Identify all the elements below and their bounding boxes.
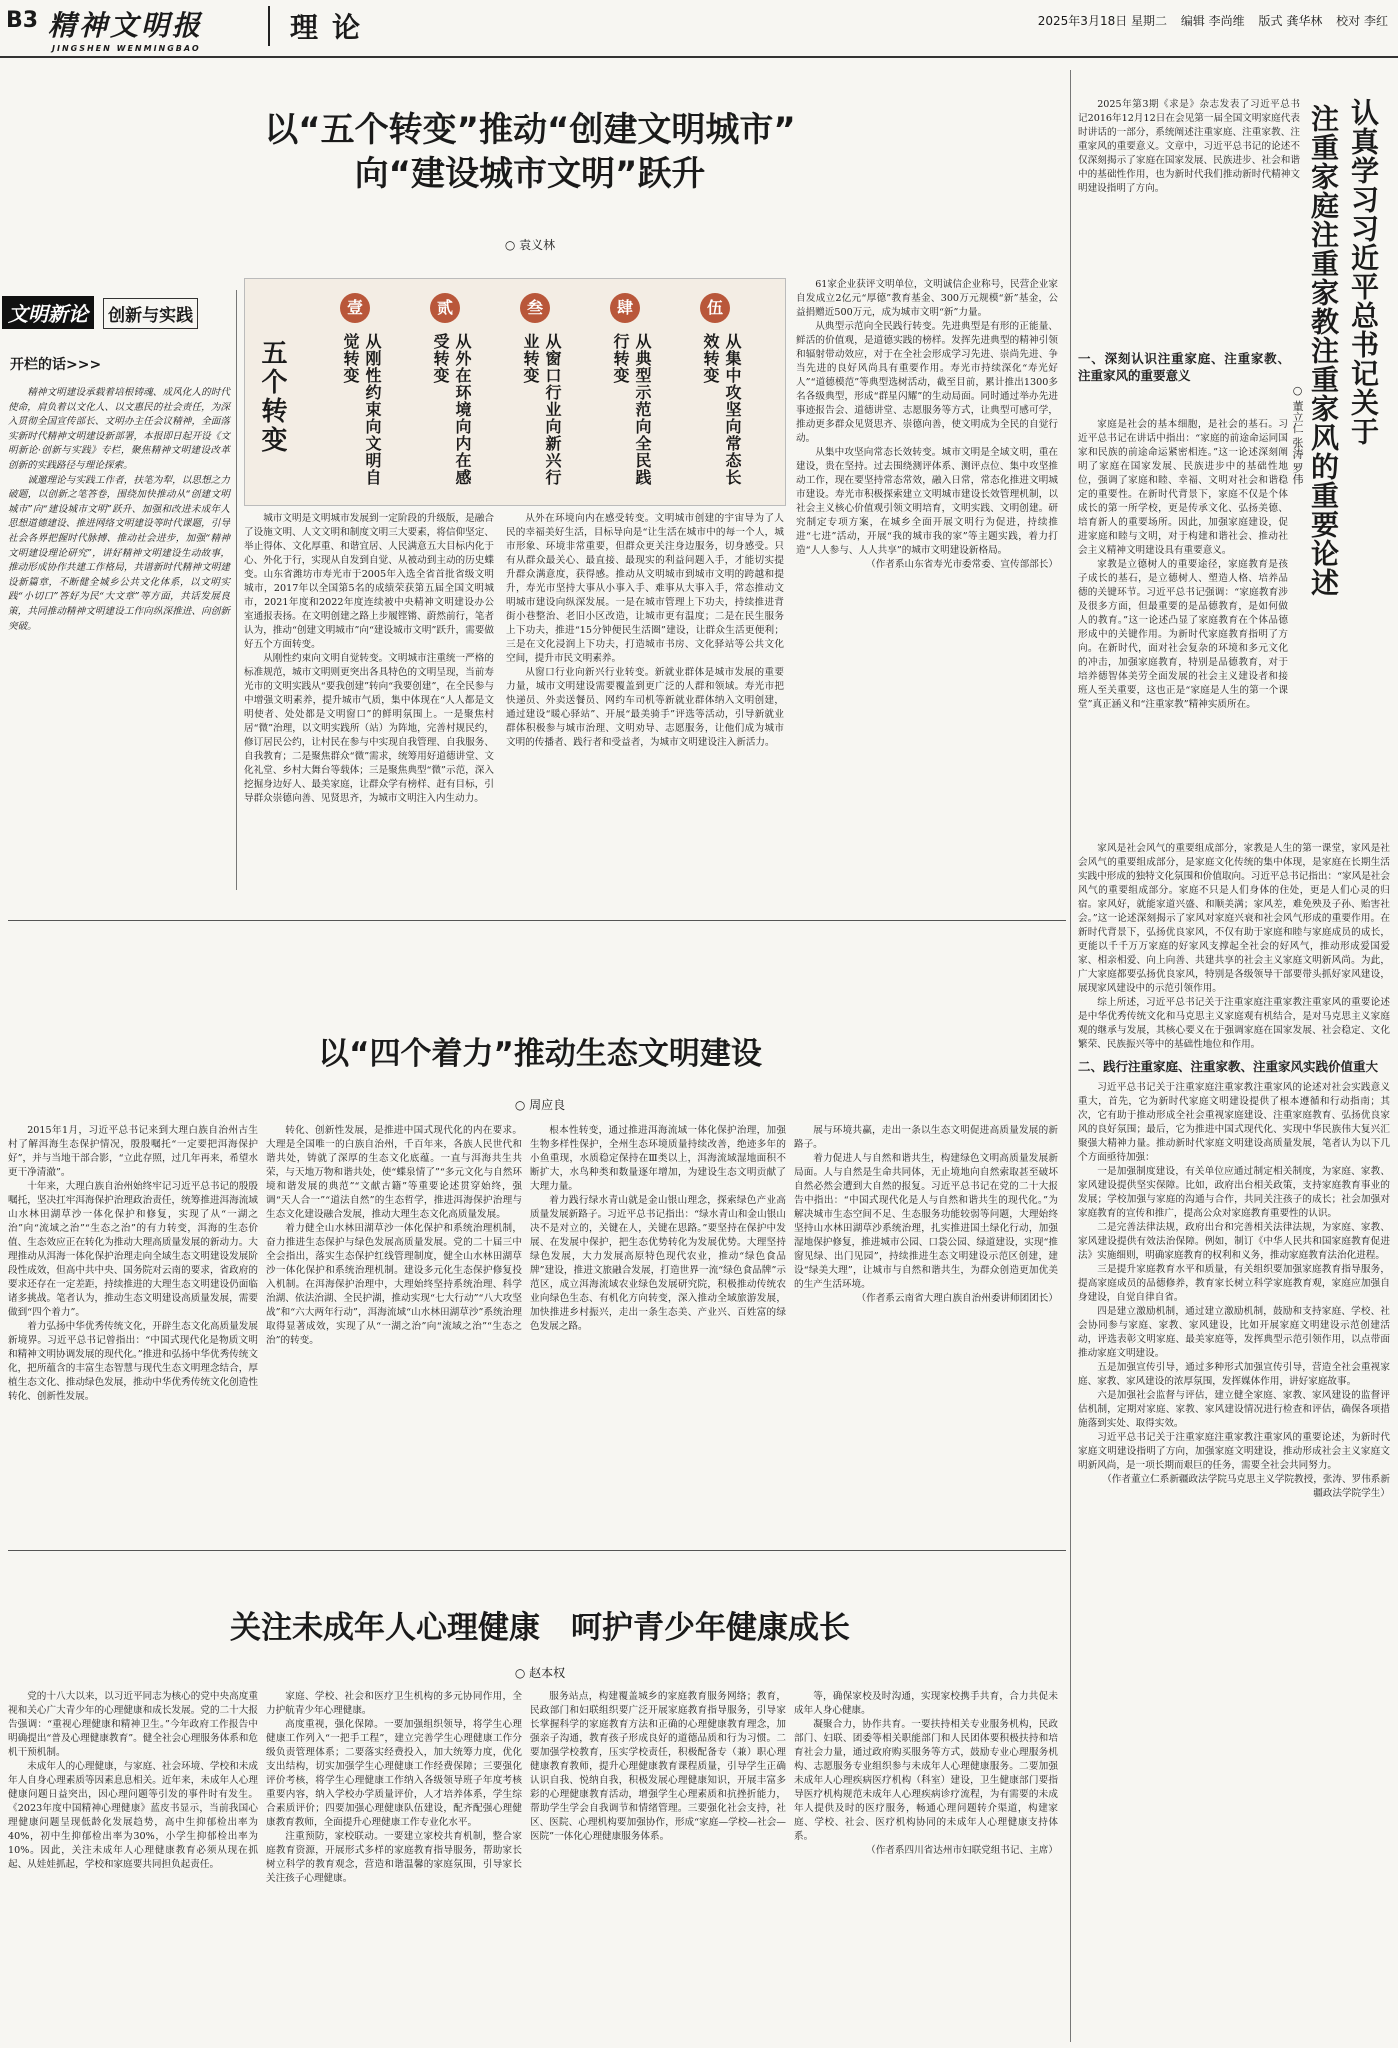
body-paragraph: 61家企业获评文明单位，文明诚信企业称号，民营企业家自发成立2亿元“厚德”教育基金、300万元规模“新”基金，公益捐赠近500万元，成为城市文明“新”力量。 bbox=[796, 279, 1058, 318]
body-paragraph: 注重预防，家校联动。一要建立家校共育机制，整合家庭教育资源，开展形式多样的家庭教育指导服务，帮助家长树立科学的教育观念，营造和谐温馨的家庭氛围，引导家长关注孩子心理健康。 bbox=[266, 1831, 522, 1884]
proof-credit: 校对 李红 bbox=[1336, 14, 1388, 28]
body-paragraph: 凝聚合力，协作共育。一要扶持相关专业服务机构，民政部门、妇联、团委等相关职能部门和人民团体要积极扶持和培育社会力量，通过政府购买服务等方式，鼓励专业心理服务机构、志愿服务专业组织参与未成年人心理健康服务。二要加强未成年人心理疾病医疗机构（科室）建设，卫生健康部门要指导医疗机构规范未成年人心理疾病诊疗流程，为有需要的未成年人提供及时的医疗服务，畅通心理问题转介渠道，构建家庭、学校、社会、医疗机构协同的未成年人心理健康支持体系。 bbox=[794, 1719, 1058, 1842]
article1-column-3 bbox=[796, 278, 1058, 912]
article2-column-2 bbox=[266, 1124, 522, 1544]
transformation-item bbox=[495, 293, 575, 493]
badge-one: 壹 bbox=[340, 293, 370, 323]
body-paragraph: 着力健全山水林田湖草沙一体化保护和系统治理机制，奋力推进生态保护与绿色发展高质量发展。党的二十届三中全会指出，落实生态保护红线管理制度，健全山水林田湖草沙一体化保护和系统治理机制。建设多元化生态保护修复投入机制。在洱海保护治理中，大理始终坚持系统治理、科学治湖、依法治湖、全民护湖，推动实现“七大行动”“八大攻坚战”和“六大两年行动”，洱海流域“山水林田湖草沙”系统治理取得显著成效，实现了从“一湖之治”向“流域之治”“生态之治”的转变。 bbox=[266, 1223, 522, 1346]
article2-byline: ○ 周应良 bbox=[514, 1098, 566, 1112]
body-paragraph: 从典型示范向全民践行转变。先进典型是有形的正能量、鲜活的价值观，是道德实践的榜样。发挥先进典型的精神引领和辐射带动效应，对于在全社会形成学习先进、崇尚先进、争当先进的良好风尚具有重要作用。寿光市持续深化“寿光好人”“道德模范”等典型选树活动，截至目前，累计推出1300多名各级典型，形成“群星闪耀”的生动局面。同时通过举办先进事迹报告会、道德讲堂、志愿服务等方式，让典型可感可学，推动更多群众见贤思齐、崇德向善，使文明成为全民的自觉行动。 bbox=[796, 321, 1058, 444]
body-paragraph: 未成年人的心理健康，与家庭、社会环境、学校和未成年人自身心理素质等因素息息相关。近年来，未成年人心理健康问题日益突出，因心理问题等引发的事件时有发生。《2023年度中国精神心理健康》蓝皮书显示，当前我国心理健康问题呈现低龄化发展趋势，高中生抑郁检出率为40%，初中生抑郁检出率为30%，小学生抑郁检出率为10%。因此，关注未成年人心理健康教育必须从现在抓起、从娃娃抓起，学校和家庭要共同担负起责任。 bbox=[8, 1761, 258, 1870]
body-paragraph: 展与环境共赢，走出一条以生态文明促进高质量发展的新路子。 bbox=[794, 1125, 1058, 1150]
transformation-item bbox=[675, 293, 755, 493]
body-paragraph: 等，确保家校及时沟通，实现家校携手共育，合力共促未成年人身心健康。 bbox=[794, 1691, 1058, 1716]
body-paragraph: 家风是社会风气的重要组成部分，家教是人生的第一课堂，家风是社会风气的重要组成部分，是家庭文化传统的集中体现，是家庭在长期生活实践中形成的独特文化氛围和价值取向。习近平总书记指出：“家风是社会风气的重要组成部分。家庭不只是人们身体的住处，更是人们心灵的归宿。家风好，就能家道兴盛、和顺美满；家风差，难免殃及子孙、贻害社会。”这一论述深刻揭示了家风对家庭兴衰和社会风气形成的重要作用。在新时代背景下，弘扬优良家风，不仅有助于家庭和睦与家庭成员的成长，更能以千千万万家庭的好家风支撑起全社会的好风气，推动形成爱国爱家、相亲相爱、向上向善、共建共享的社会主义家庭文明新风尚。为此，广大家庭都要弘扬优良家风，特别是各级领导干部要带头抓好家风建设，展现家风建设中的示范引领作用。 bbox=[1078, 843, 1390, 994]
opener-paragraph: 精神文明建设承载着培根铸魂、成风化人的时代使命，肩负着以文化人、以文惠民的社会责任，为深入贯彻全国宣传部长、文明办主任会议精神，全面落实新时代精神文明建设新部署，本报即日起开设《文明新论·创新与实践》专栏，聚焦精神文明建设改革创新的实践路径与理论探索。 bbox=[8, 387, 230, 471]
body-paragraph: 从集中攻坚向常态长效转变。城市文明是全域文明，重在建设，贵在坚持。过去围绕测评体系、测评点位、集中攻坚推动工作，现在要坚持常态常效，融入日常，常态化推进文明城市建设。寿光市积极探索建立文明城市建设长效管理机制，以社会主义核心价值观引领文明培育，文明实践、文明创建。研究制定专项方案，在城乡全面开展文明行为促进，持续推进“七进”活动，开展“我的城市我的家”等主题实践，着力打造“人人参与、人人共享”的城市文明建设新格局。 bbox=[796, 447, 1058, 556]
transformation-item bbox=[315, 293, 395, 493]
article1-headline bbox=[20, 108, 1040, 196]
article3-column-1 bbox=[8, 1690, 258, 2040]
body-paragraph: 服务站点，构建覆盖城乡的家庭教育服务网络；教育，民政部门和妇联组织要广泛开展家庭教育指导服务，引导家长掌握科学的家庭教育方法和正确的心理健康教育理念，加强亲子沟通，教育孩子形成良好的道德品质和行为习惯。二要加强学校教育，压实学校责任，积极配备专（兼）职心理健康教育教师，提升心理健康教育课程质量，引导学生正确认识自我、悦纳自我，积极发展心理健康知识，开展丰富多彩的心理健康教育活动，增强学生心理素质和抗挫折能力，帮助学生学会自我调节和情绪管理。三要强化社会支持，社区、医院、心理机构要加强协作，形成“家庭—学校—社会—医院”一体化心理健康服务体系。 bbox=[530, 1691, 786, 1842]
body-paragraph: 一是加强制度建设，有关单位应通过制定相关制度，为家庭、家教、家风建设提供坚实保障。比如，政府出台相关政策，支持家庭教育事业的发展；学校加强与家庭的沟通与合作，共同关注孩子的成长；社会加强对家庭教育的宣传和推广，提高公众对家庭教育重要性的认识。 bbox=[1078, 1166, 1390, 1219]
badge-three: 叁 bbox=[520, 293, 550, 323]
section-divider bbox=[8, 920, 1066, 921]
transformation-text: 从典型示范向全民践行转变 bbox=[611, 333, 652, 486]
masthead bbox=[0, 0, 1398, 58]
transformation-text: 从外在环境向内在感受转变 bbox=[431, 333, 472, 486]
section-heading: 一、深刻认识注重家庭、注重家教、注重家风的重要意义 bbox=[1078, 351, 1290, 383]
masthead-rule bbox=[0, 56, 1398, 58]
right-column-divider bbox=[1070, 70, 1071, 2042]
body-paragraph: 着力促进人与自然和谐共生，构建绿色文明高质量发展新局面。人与自然是生命共同体，无止境地向自然索取甚至破坏自然必然会遭到大自然的报复。习近平总书记在党的二十大报告中指出：“中国式现代化是人与自然和谐共生的现代化。”为解决城市生态空间不足、生态服务功能较弱等问题，大理始终坚持山水林田湖草沙系统治理，扎实推进国土绿化行动，加强湿地保护修复，推进城市公园、口袋公园、绿道建设，实现“推窗见绿、出门见园”，持续推进生态文明建设示范区创建，建设“绿美大理”，让城市与自然和谐共生，为群众创造更加优美的生产生活环境。 bbox=[794, 1153, 1058, 1290]
body-paragraph: 着力弘扬中华优秀传统文化，开辟生态文化高质量发展新境界。习近平总书记曾指出：“中国式现代化是物质文明和精神文明协调发展的现代化。”推进和弘扬中华优秀传统文化，把所蕴含的丰富生态智慧与现代生态文明理念结合，厚植生态文化、推动绿色发展，推动中华优秀传统文化创造性转化、创新性发展。 bbox=[8, 1321, 258, 1402]
article2-headline: 以“四个着力”推动生态文明建设 bbox=[318, 1036, 762, 1072]
article1-column-2 bbox=[506, 512, 784, 912]
body-paragraph: 家庭是社会的基本细胞，是社会的基石。习近平总书记在讲话中指出：“家庭的前途命运同国家和民族的前途命运紧密相连。”这一论述深刻阐明了家庭在国家发展、民族进步中的基础性地位，强调了家庭和睦、幸福、文明对社会和谐稳定的重要性。在新时代背景下，家庭不仅是个体成长的第一所学校，更是传承文化、弘扬美德、培育新人的重要场所。因此，加强家庭建设，促进家庭和睦与文明，对于构建和谐社会、推动社会主义精神文明建设具有重要意义。 bbox=[1078, 419, 1288, 556]
body-paragraph: 党的十八大以来，以习近平同志为核心的党中央高度重视和关心广大青少年的心理健康和成长发展。党的二十大报告强调：“重视心理健康和精神卫生。”今年政府工作报告中明确提出“普及心理健康教育”。健全社会心理服务体系和危机干预机制。 bbox=[8, 1691, 258, 1758]
section-divider bbox=[8, 1550, 1066, 1551]
designer-credit: 版式 龚华林 bbox=[1258, 14, 1323, 28]
transformation-text: 从集中攻坚向常态长效转变 bbox=[701, 333, 742, 486]
body-paragraph: 着力践行绿水青山就是金山银山理念，探索绿色产业高质量发展新路子。习近平总书记指出：“绿水青山和金山银山决不是对立的，关键在人，关键在思路。”要坚持在保护中发展、在发展中保护，把生态优势转化为发展优势。大理坚持绿色发展，大力发展高原特色现代农业，推动“绿色食品牌”建设，推进文旅融合发展，打造世界一流“绿色食品牌”示范区，成立洱海流域农业绿色发展研究院，积极推动传统农业向绿色生态、有机化方向转变，深入推动全域旅游发展，加快推进乡村振兴，走出一条生态美、产业兴、百姓富的绿色发展之路。 bbox=[530, 1195, 786, 1332]
graphic-title: 五个转变 bbox=[257, 339, 287, 455]
editor-credit: 编辑 李尚维 bbox=[1180, 14, 1245, 28]
body-paragraph: 根本性转变，通过推进洱海流域一体化保护治理，加强生物多样性保护，全州生态环境质量持续改善，绝迹多年的小鱼重现，水质稳定保持在Ⅲ类以上，洱海流域湿地面积不断扩大，水鸟种类和数量逐年增加，为建设生态文明贡献了大理力量。 bbox=[530, 1125, 786, 1192]
opener-paragraph: 诚邀理论与实践工作者，扶笔为犁，以思想之力破题，以创新之笔答卷，围绕加快推动从“创建文明城市”向“建设城市文明”跃升、加强和改进未成年人思想道德建设、推进网络文明建设等时代课题，引导社会各界把握时代脉搏、推动社会进步，加强“精神文明建设理论研究”，讲好精神文明建设生动故事，推动形成协作共建工作格局，共谱新时代精神文明建设新篇章，不断健全城乡公共文化体系，以文明实践“小切口”答好为民“大文章”等方面，共话发展良策，共同推动精神文明建设工作向纵深推进、向创新突破。 bbox=[8, 474, 230, 632]
article1-byline: ○ 袁义林 bbox=[504, 238, 556, 252]
article3-byline: ○ 赵本权 bbox=[514, 1666, 566, 1680]
article4-main-text bbox=[1078, 842, 1390, 2038]
article4-intro bbox=[1078, 98, 1300, 342]
body-paragraph: 综上所述，习近平总书记关于注重家庭注重家教注重家风的重要论述是中华优秀传统文化和马克思主义家庭观有机结合，是对马克思主义家庭观的继承与发展，其核心要义在于强调家庭在国家发展、社会稳定、文化繁荣、民族振兴等中的基础性地位和作用。 bbox=[1078, 997, 1390, 1050]
badge-two: 贰 bbox=[430, 293, 460, 323]
body-paragraph: 习近平总书记关于注重家庭注重家教注重家风的论述对社会实践意义重大，首先，它为新时代家庭文明建设提供了根本遵循和行动指南；其次，它有助于推动形成全社会重视家庭建设、注重家庭教育、弘扬优良家风的良好氛围；最后，它为推进中国式现代化、实现中华民族伟大复兴汇聚强大精神力量。推动新时代家庭文明建设高质量发展，笔者认为以下几个方面亟待加强： bbox=[1078, 1082, 1390, 1163]
column-opener-text bbox=[8, 386, 230, 634]
body-paragraph: 2015年1月，习近平总书记来到大理白族自治州古生村了解洱海生态保护情况，殷殷嘱托“一定要把洱海保护好”，并与当地干部合影，“立此存照，过几年再来，希望水更干净清澈”。 bbox=[8, 1125, 258, 1178]
body-paragraph: 五是加强宣传引导，通过多种形式加强宣传引导，营造全社会重视家庭、家教、家风建设的浓厚氛围，发挥媒体作用，讲好家庭故事。 bbox=[1078, 1362, 1390, 1387]
body-paragraph: 家庭、学校、社会和医疗卫生机构的多元协同作用，全力护航青少年心理健康。 bbox=[266, 1691, 522, 1716]
column-tag-name: 文明新论 bbox=[2, 296, 94, 329]
body-paragraph: 六是加强社会监督与评估，建立健全家庭、家教、家风建设的监督评估机制，定期对家庭、家教、家风建设情况进行检查和评估，确保各项措施落到实处、取得实效。 bbox=[1078, 1390, 1390, 1429]
article4-headline-sub: 注重家庭注重家教注重家风的重要论述 bbox=[1307, 104, 1340, 597]
section-name: 理论 bbox=[290, 11, 375, 44]
article4-byline: ○ 董立仁 张涛 罗伟 bbox=[1291, 384, 1304, 485]
body-paragraph: 习近平总书记关于注重家庭注重家教注重家风的重要论述，为新时代家庭文明建设指明了方向，加强家庭文明建设，推动形成社会主义家庭文明新风尚，是一项长期而艰巨的任务，需要全社会共同努力。 bbox=[1078, 1432, 1390, 1471]
section-heading: 二、践行注重家庭、注重家教、注重家风实践价值重大 bbox=[1078, 1059, 1379, 1074]
body-paragraph: 十年来，大理白族自治州始终牢记习近平总书记的殷殷嘱托，坚决扛牢洱海保护治理政治责任，统筹推进洱海流域山水林田湖草沙一体化保护和修复，实现了从“一湖之治”向“流域之治”“生态之治”的有力转变，洱海的生态价值、生态效应正在转化为推动大理高质量发展的新动力。大理推动从洱海一体化保护治理走向全域生态文明建设发展阶段性成效，但高中共中央、国务院对云南的要求，省政府的要求还存在一定差距，持续推进的大理生态文明建设仍面临诸多挑战。笔者认为，推动生态文明建设高质量发展，需要做到“四个着力”。 bbox=[8, 1181, 258, 1318]
article4-section1-heading-box bbox=[1078, 344, 1290, 404]
transformation-text: 从窗口行业向新兴行业转变 bbox=[521, 333, 562, 486]
author-note: （作者董立仁系新疆政法学院马克思主义学院教授，张涛、罗伟系新疆政法学院学生） bbox=[1102, 1474, 1390, 1499]
article1-column-1 bbox=[244, 512, 494, 912]
issue-date: 2025年3月18日 星期二 bbox=[1037, 14, 1168, 28]
body-paragraph: 转化、创新性发展，是推进中国式现代化的内在要求。大理是全国唯一的白族自治州，千百年来，各族人民世代和谐共处，铸就了深厚的生态文化底蕴。一直与洱海共生共荣，与天地万物和谐共处，使“蝶泉情了”“多元文化与自然环境和谐发展的典范”“文献古籍”等重要论述贯穿始终，强调“天人合一”“道法自然”的生态哲学，推进洱海保护治理与生态文化建设融合发展，推动大理生态文化高质量发展。 bbox=[266, 1125, 522, 1220]
article3-headline: 关注未成年人心理健康 呵护青少年健康成长 bbox=[230, 1610, 850, 1646]
article3-column-2 bbox=[266, 1690, 522, 2040]
body-paragraph: 高度重视，强化保障。一要加强组织领导，将学生心理健康工作列入“一把手工程”，建立完善学生心理健康工作分级负责管理体系；二要落实经费投入，加大统筹力度，优化支出结构，切实加强学生心理健康工作经费保障；三要强化评价考核，将学生心理健康工作纳入各级领导班子年度考核重要内容，纳入学校办学质量评价，人才培养体系，学生综合素质评价；四要加强心理健康队伍建设，配齐配强心理健康教育教师，全面提升心理健康工作专业化水平。 bbox=[266, 1719, 522, 1828]
body-paragraph: 城市文明是文明城市发展到一定阶段的升级版，是融合了设施文明、人文文明和制度文明三大要素，将信仰坚定、举止得体、文化厚重、和谐宜居、人民满意五大目标内化于心、外化于行，实现从自发到自觉、从被动到主动的历史蝶变。山东省潍坊市寿光市于2005年入选全省首批省级文明城市，2017年以全国第5名的成绩荣获第五届全国文明城市，2021年度和2022年度连续被中央精神文明建设办公室通报表扬。在文明创建之路上步履铿锵、蔚然前行，笔者认为，推动“创建文明城市”向“建设城市文明”跃升，需要做好五个方面转变。 bbox=[244, 513, 494, 650]
paper-name: 精神文明报 bbox=[48, 9, 204, 42]
body-paragraph: 家教是立德树人的重要途径，家庭教育是孩子成长的基石，是立德树人、塑造人格、培养品德的关键环节。习近平总书记强调：“家庭教育涉及很多方面，但最重要的是品德教育，是如何做人的教育。”这一论述凸显了家庭教育在个体品德形成中的关键作用。为新时代家庭教育指明了方向。在新时代，面对社会复杂的环境和多元文化的冲击，加强家庭教育，特别是品德教育，对于培养德智体美劳全面发展的社会主义建设者和接班人至关重要，这也正是“家庭是人生的第一个课堂”真正涵义和“注重家教”精神实质所在。 bbox=[1078, 559, 1288, 710]
body-paragraph: 从窗口行业向新兴行业转变。新就业群体是城市发展的重要力量，城市文明建设需要覆盖到更广泛的人群和领域。寿光市把快递员、外卖送餐员、网约车司机等新就业群体纳入文明创建，通过建设“暖心驿站”、开展“最美骑手”评选等活动，引导新就业群体积极参与城市治理、文明劝导、志愿服务，让他们成为城市文明的传播者、践行者和受益者，为城市文明建设注入新活力。 bbox=[506, 667, 784, 748]
article2-column-1 bbox=[8, 1124, 258, 1544]
five-transformations-graphic bbox=[244, 278, 786, 506]
column-opener-title: 开栏的话>>> bbox=[10, 357, 102, 373]
article2-column-3 bbox=[530, 1124, 786, 1544]
badge-four: 肆 bbox=[610, 293, 640, 323]
article3-column-3 bbox=[530, 1690, 786, 2040]
author-note: （作者系山东省寿光市委常委、宣传部部长） bbox=[866, 559, 1058, 570]
body-paragraph: 三是提升家庭教育水平和质量，有关组织要加强家庭教育指导服务，提高家庭成员的品德修养，教育家长树立科学家庭教育观，家庭应加强自身建设，自觉自律自省。 bbox=[1078, 1264, 1390, 1303]
body-paragraph: 二是完善法律法规，政府出台和完善相关法律法规，为家庭、家教、家风建设提供有效法治保障。例如，制订《中华人民共和国家庭教育促进法》实施细则，明确家庭教育的权利和义务，推动家庭教育法治化进程。 bbox=[1078, 1222, 1390, 1261]
author-note: （作者系云南省大理白族自治州委讲师团团长） bbox=[856, 1293, 1058, 1304]
article1-headline-line1: 以“五个转变”推动“创建文明城市” bbox=[264, 110, 796, 150]
body-paragraph: 从刚性约束向文明自觉转变。文明城市注重统一严格的标准规范，城市文明则更突出各具特色的文明呈现，当前寿光市的文明实践从“要我创建”转向“我要创建”，在全民参与中增强文明素养，提升城市气质，集中体现在“人人都是文明使者、处处都是文明窗口”的鲜明氛围上。一是聚焦村居“微”治理，以文明实践所（站）为阵地，完善村规民约，修订居民公约，让村民在参与中实现自我管理、自我服务、自我教育；二是聚焦群众“微”需求，统筹用好道德讲堂、文化礼堂、乡村大舞台等载体；三是聚焦典型“微”示范，深入挖掘身边好人、最美家庭，让群众学有榜样、赶有目标，引导群众崇德向善、见贤思齐，为城市文明注入内生动力。 bbox=[244, 653, 494, 804]
article2-column-4 bbox=[794, 1124, 1058, 1544]
masthead-info bbox=[1028, 12, 1388, 29]
body-paragraph: 从外在环境向内在感受转变。文明城市创建的宇宙导为了人民的幸福美好生活，目标导向是“让生活在城市中的每一个人，城市形象、环境非常重要，但群众更关注身边服务，切身感受。只有从群众最关心、最直接、最现实的利益问题入手，才能切实提升群众满意度，获得感。推动从文明城市到城市文明的跨越和提升，寿光市坚持大事从小事入手、难事从大事入手，常态推动文明城市建设向纵深发展。一是在城市管理上下功夫，持续推进背街小巷整治、老旧小区改造，让城市更有温度；二是在民生服务上下功夫，推进“15分钟便民生活圈”建设，让群众生活更便利；三是在文化浸润上下功夫，打造城市书房、文化驿站等公共文化空间，提升市民文明素养。 bbox=[506, 513, 784, 664]
sidebar-divider bbox=[236, 290, 237, 890]
column-tag-subtitle: 创新与实践 bbox=[103, 298, 198, 329]
article4-section1-part1 bbox=[1078, 418, 1288, 838]
masthead-divider bbox=[268, 6, 270, 46]
article4-headline-main: 认真学习习近平总书记关于 bbox=[1347, 98, 1380, 446]
paper-pinyin: JINGSHEN WENMINGBAO bbox=[52, 44, 201, 53]
badge-five: 伍 bbox=[700, 293, 730, 323]
author-note: （作者系四川省达州市妇联党组书记、主席） bbox=[866, 1845, 1058, 1856]
body-paragraph: 四是建立激励机制，通过建立激励机制，鼓励和支持家庭、学校、社会协同参与家庭、家教、家风建设，比如开展家庭文明建设示范创建活动，评选表彰文明家庭、最美家庭等，发挥典型示范引领作用，以点带面推动家庭文明建设。 bbox=[1078, 1306, 1390, 1359]
page-number: B3 bbox=[6, 8, 39, 33]
body-paragraph: 2025年第3期《求是》杂志发表了习近平总书记2016年12月12日在会见第一届全国文明家庭代表时讲话的一部分，系统阐述注重家庭、注重家教、注重家风的重要意义。文章中，习近平总书记的论述不仅深刻揭示了家庭在国家发展、民族进步、社会和谐中的基础性作用，也为新时代我们推动新时代精神文明建设指明了方向。 bbox=[1078, 99, 1300, 194]
transformation-item bbox=[405, 293, 485, 493]
transformation-text: 从刚性约束向文明自觉转变 bbox=[341, 333, 382, 486]
column-tag bbox=[2, 296, 198, 329]
transformation-item bbox=[585, 293, 665, 493]
article3-column-4 bbox=[794, 1690, 1058, 2040]
article1-headline-line2: 向“建设城市文明”跃升 bbox=[354, 154, 706, 194]
